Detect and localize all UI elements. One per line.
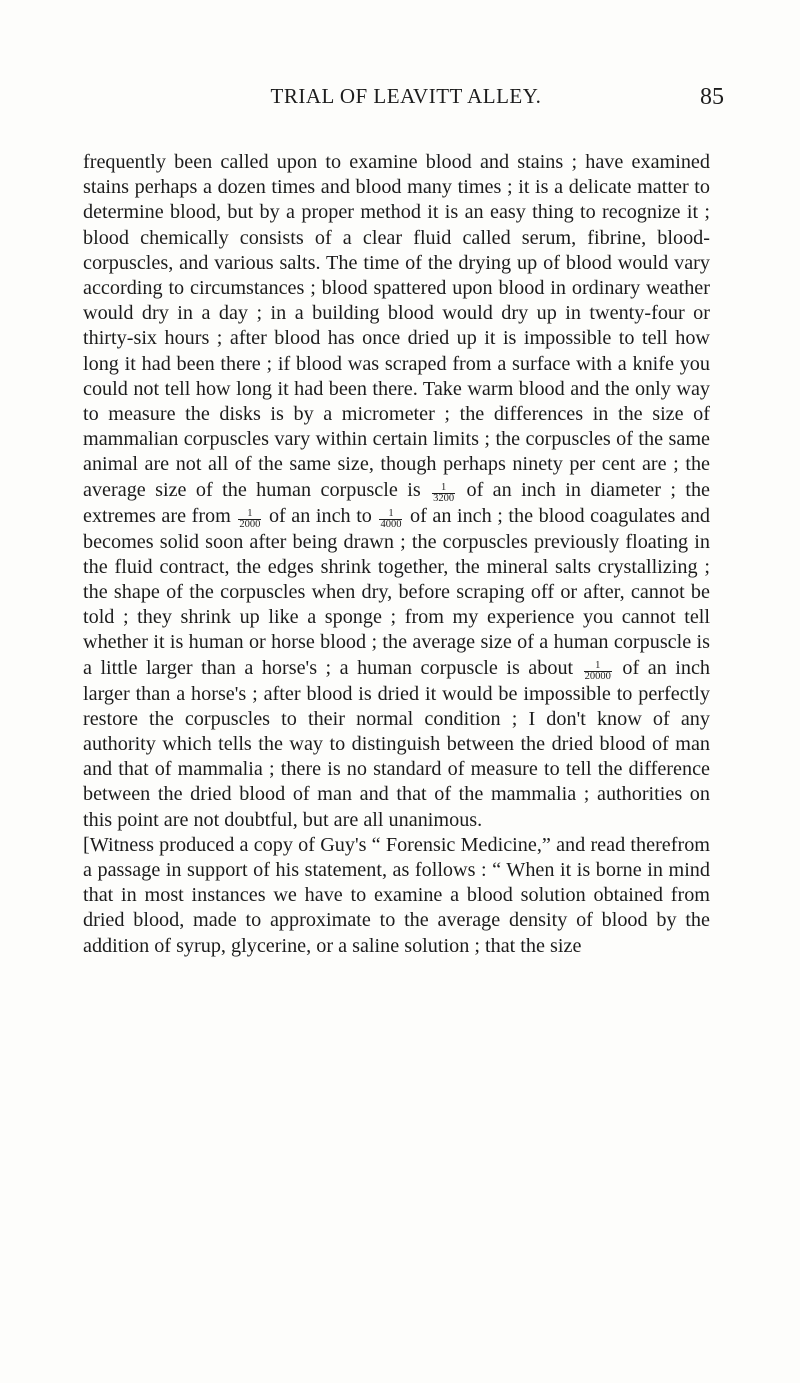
paragraph-witness-reading: [Witness produced a copy of Guy's “ Forensic Medicine,” and read therefrom a passage in support of his statement, as follows : “ When it is borne in mind that in most instances we have to examine a blood solution obtained from dried blood, made to approximate to the average density of blood by the addition of syrup, glycerine, or a saline solution ; that the size bbox=[83, 833, 710, 957]
fraction-denominator: 4000 bbox=[380, 518, 402, 530]
fraction bbox=[238, 509, 261, 530]
text-segment: of an inch in diameter ; the extremes are from bbox=[83, 478, 711, 527]
running-title: TRIAL OF LEAVITT ALLEY. bbox=[270, 84, 542, 108]
fraction-denominator: 20000 bbox=[584, 670, 611, 682]
fraction-numerator: 1 bbox=[432, 483, 455, 494]
fraction bbox=[432, 483, 455, 504]
fraction-numerator: 1 bbox=[584, 661, 612, 672]
body-text bbox=[83, 150, 710, 959]
text-segment: of an inch larger than a horse's ; after blood is dried it would be impossible to perfectly restore the corpuscles to their normal condition ; I don't know of any authority which tells the way to distinguish between the dried blood of man and that of mammalia ; there is no standard of measure to tell the difference between the dried blood of man and that of the mammalia ; authorities on this point are not doubtful, but are all unanimous. bbox=[83, 656, 711, 831]
fraction bbox=[584, 661, 612, 682]
page-header bbox=[0, 84, 800, 124]
fraction bbox=[379, 509, 402, 530]
text-segment: of an inch to bbox=[268, 504, 372, 527]
text-segment: frequently been called upon to examine blood and stains ; have examined stains perhaps a dozen times and blood many times ; it is a delicate matter to determine blood, but by a proper method it is an easy thing to recognize it ; blood chemically consists of a clear fluid called serum, fibrine, blood-corpuscles, and various salts. The time of the drying up of blood would vary according to circumstances ; blood spattered upon blood in ordinary weather would dry in a day ; in a building blood would dry up in twenty-four or thirty-six hours ; after blood has once dried up it is impossible to tell how long it had been there ; if blood was scraped from a surface with a knife you could not tell how long it had been there. Take warm blood and the only way to measure the disks is by a micrometer ; the differences in the size of mammalian corpuscles vary within certain limits ; the corpuscles of the same animal are not all of the same size, though perhaps ninety per cent are ; the average size of the human corpuscle is bbox=[83, 151, 710, 501]
fraction-numerator: 1 bbox=[238, 509, 261, 520]
text-segment: of an inch ; the blood coagulates and becomes solid soon after being drawn ; the corpuscles previously floating in the fluid contract, the edges shrink together, the mineral salts crystallizing ; the shape of the corpuscles when dry, before scraping off or after, cannot be told ; they shrink up like a sponge ; from my experience you cannot tell whether it is human or horse blood ; the average size of a human corpuscle is a little larger than a horse's ; a human corpuscle is about bbox=[83, 504, 711, 679]
page-number: 85 bbox=[700, 84, 724, 110]
fraction-denominator: 2000 bbox=[239, 518, 261, 530]
paragraph-testimony bbox=[83, 150, 710, 833]
fraction-denominator: 3200 bbox=[433, 492, 455, 504]
fraction-numerator: 1 bbox=[379, 509, 402, 520]
